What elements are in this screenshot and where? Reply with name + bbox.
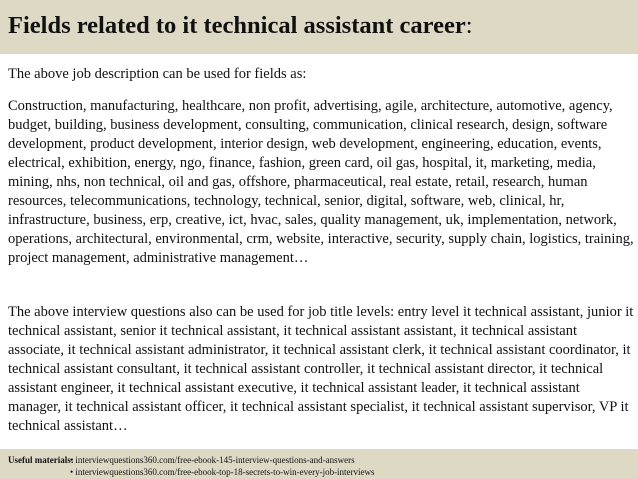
footer-link-2[interactable]: • interviewquestions360.com/free-ebook-top-18-secrets-to-win-every-job-interviews — [70, 467, 375, 477]
footer-bar — [0, 449, 638, 479]
slide-title-colon: : — [465, 12, 473, 39]
job-levels-paragraph: The above interview questions also can be used for job title levels: entry level it technical assistant, junior it technical assistant, senior it technical assistant, it technical assistant assistant, it technical assistant associate, it technical assistant administrator, it technical assistant clerk, it technical assistant coordinator, it technical assistant consultant, it technical assistant controller, it technical assistant director, it technical assistant engineer, it technical assistant executive, it technical assistant leader, it technical assistant manager, it technical assistant officer, it technical assistant specialist, it technical assistant supervisor, VP it technical assistant… — [8, 304, 634, 434]
intro-text: The above job description can be used for fields as: — [8, 66, 307, 82]
footer-line-2 — [8, 466, 638, 478]
footer-label: Useful materials: — [8, 455, 74, 465]
slide-title: Fields related to it technical assistant career — [8, 12, 466, 39]
footer-line-1 — [8, 454, 638, 466]
title-bar — [0, 0, 638, 54]
fields-paragraph: Construction, manufacturing, healthcare, non profit, advertising, agile, architecture, automotive, agency, budget, building, business development, consulting, communication, clinical research, design, software development, product development, interior design, web development, engineering, education, events, electrical, exhibition, energy, ngo, finance, fashion, green card, oil gas, hospital, it, marketing, media, mining, nhs, non technical, oil and gas, offshore, pharmaceutical, real estate, retail, research, human resources, telecommunications, technology, technical, senior, digital, software, web, clinical, hr, infrastructure, business, erp, creative, ict, hvac, sales, quality management, uk, implementation, network, operations, architectural, environmental, crm, website, interactive, security, supply chain, logistics, training, project management, administrative management… — [8, 98, 634, 266]
footer-link-1[interactable]: • interviewquestions360.com/free-ebook-145-interview-questions-and-answers — [70, 455, 355, 465]
